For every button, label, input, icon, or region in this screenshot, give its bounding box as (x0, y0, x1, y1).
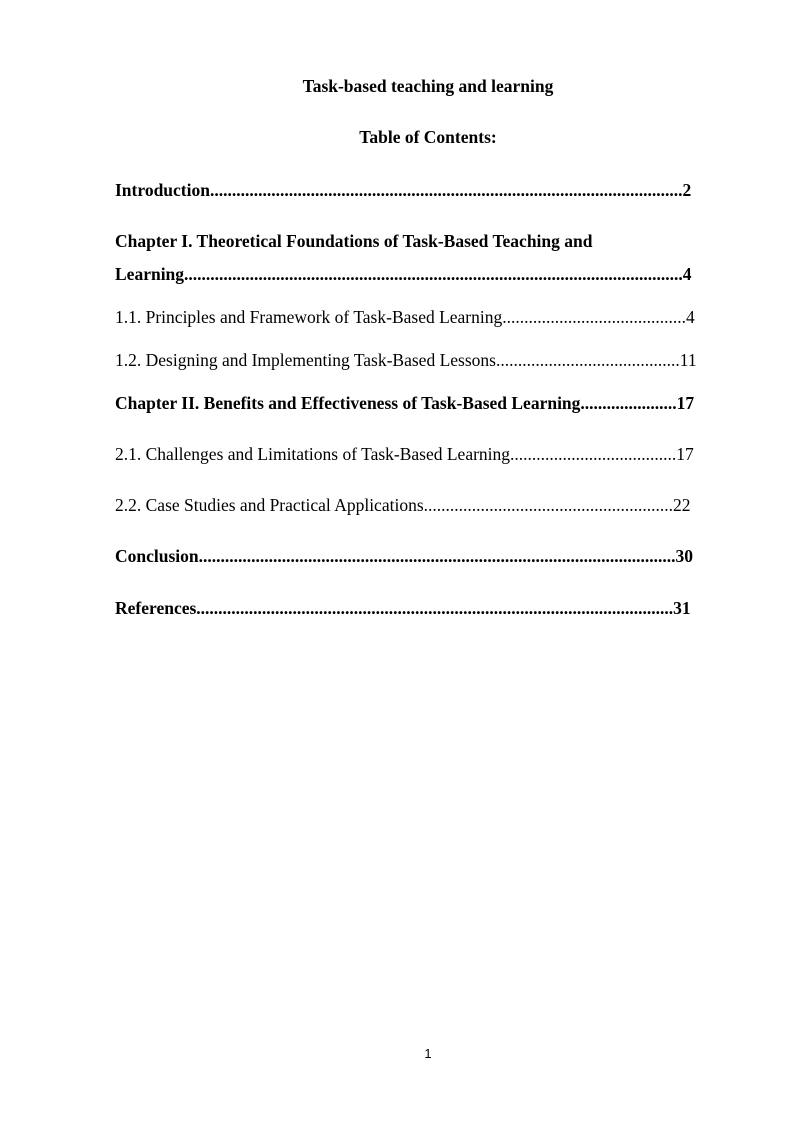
toc-leader-dots: .......................................... (495, 350, 680, 370)
toc-leader-dots: ............................................................................................................. (198, 546, 676, 566)
toc-entry-page: 11 (679, 350, 697, 370)
toc-leader-dots: ......................................................... (423, 495, 674, 515)
toc-leader-dots: .................................................................................................................. (184, 264, 683, 284)
toc-leader-dots: ...................... (580, 393, 677, 413)
page-number: 1 (424, 1046, 432, 1061)
toc-entry-label: 2.2. Case Studies and Practical Applications (115, 495, 424, 515)
toc-entry-label: 1.1. Principles and Framework of Task-Based Learning (115, 307, 503, 327)
toc-entry-label: Introduction (115, 180, 210, 200)
toc-entry-label: Conclusion (115, 546, 199, 566)
toc-leader-dots: ............................................................................................................ (209, 180, 683, 200)
toc-entry-page: 31 (673, 598, 691, 618)
toc-entry-label: Chapter II. Benefits and Effectiveness of Task-Based Learning (115, 393, 581, 413)
toc-entry-conclusion[interactable] (115, 545, 743, 567)
toc-entry-1-1[interactable] (115, 306, 739, 328)
toc-entry-chapter2[interactable] (115, 392, 743, 414)
toc-entry-2-1[interactable] (115, 443, 743, 465)
toc-entry-page: 17 (676, 444, 694, 464)
toc-entry-label: References (115, 598, 197, 618)
toc-entry-page: 4 (686, 307, 695, 327)
toc-entry-label: 1.2. Designing and Implementing Task-Based Lessons (115, 350, 496, 370)
document-title: Task-based teaching and learning (302, 76, 554, 96)
toc-leader-dots: .......................................... (502, 307, 686, 327)
toc-entry-references[interactable] (115, 597, 741, 619)
toc-entry-label: Learning (115, 264, 185, 284)
toc-heading: Table of Contents: (359, 127, 497, 147)
toc-entry-introduction[interactable] (115, 179, 739, 201)
toc-entry-page: 17 (676, 393, 695, 413)
toc-entry-page: 30 (675, 546, 694, 566)
toc-entry-2-2[interactable] (115, 494, 743, 516)
toc-entry-chapter1-title[interactable]: Chapter I. Theoretical Foundations of Task-Based Teaching and (115, 231, 593, 251)
toc-entry-chapter1[interactable] (115, 263, 739, 285)
toc-entry-page: 2 (682, 180, 692, 200)
toc-entry-page: 22 (673, 495, 691, 515)
toc-leader-dots: ............................................................................................................. (196, 598, 674, 618)
toc-entry-label: 2.1. Challenges and Limitations of Task-Based Learning (115, 444, 511, 464)
toc-leader-dots: ...................................... (510, 444, 677, 464)
toc-entry-1-2[interactable] (115, 349, 743, 371)
toc-entry-page: 4 (682, 264, 692, 284)
